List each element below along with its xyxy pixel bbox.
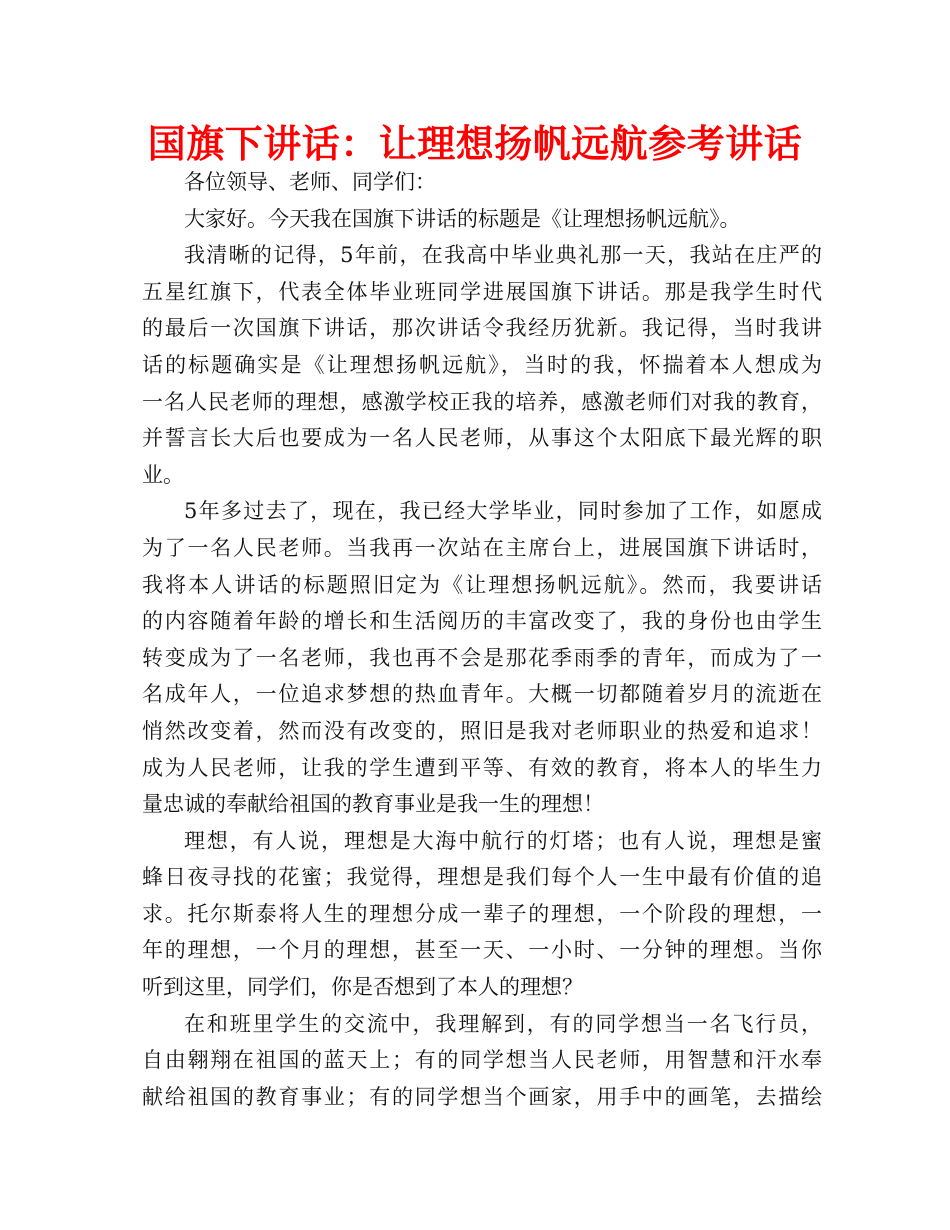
greeting-line: 大家好。今天我在国旗下讲话的标题是《让理想扬帆远航》。 [184, 206, 741, 231]
paragraph-line: 献给祖国的教育事业；有的同学想当个画家，用手中的画笔，去描绘 [142, 1084, 822, 1109]
paragraph-line: 五星红旗下，代表全体毕业班同学进展国旗下讲话。那是我学生时代 [142, 279, 822, 304]
paragraph-line: 年的理想，一个月的理想，甚至一天、一小时、一分钟的理想。当你 [142, 938, 822, 963]
paragraph-line: 量忠诚的奉献给祖国的教育事业是我一生的理想！ [142, 792, 604, 817]
document-body [142, 164, 822, 1115]
paragraph-line: 自由翱翔在祖国的蓝天上；有的同学想当人民老师，用智慧和汗水奉 [142, 1048, 822, 1073]
paragraph-line: 在和班里学生的交流中，我理解到，有的同学想当一名飞行员， [184, 1011, 822, 1036]
paragraph-line: 为了一名人民老师。当我再一次站在主席台上，进展国旗下讲话时， [142, 535, 822, 560]
paragraph-line: 蜂日夜寻找的花蜜；我觉得，理想是我们每个人一生中最有价值的追 [142, 865, 822, 890]
paragraph-line: 成为人民老师，让我的学生遭到平等、有效的教育，将本人的毕生力 [142, 755, 822, 780]
paragraph-line: 的最后一次国旗下讲话，那次讲话令我经历犹新。我记得，当时我讲 [142, 316, 822, 341]
salutation-line: 各位领导、老师、同学们： [184, 170, 436, 194]
paragraph-line: 悄然改变着，然而没有改变的，照旧是我对老师职业的热爱和追求！ [142, 718, 822, 743]
paragraph-line: 求。托尔斯泰将人生的理想分成一辈子的理想，一个阶段的理想，一 [142, 901, 822, 926]
paragraph-line: 业。 [142, 462, 184, 487]
document-title: 国旗下讲话：让理想扬帆远航参考讲话 [147, 122, 803, 166]
paragraph-line: 话的标题确实是《让理想扬帆远航》，当时的我，怀揣着本人想成为 [142, 352, 822, 377]
paragraph-line: 5年多过去了，现在，我已经大学毕业，同时参加了工作，如愿成 [184, 499, 822, 524]
paragraph-line: 听到这里，同学们，你是否想到了本人的理想？ [142, 975, 583, 1000]
paragraph-line: 我将本人讲话的标题照旧定为《让理想扬帆远航》。然而，我要讲话 [142, 572, 822, 597]
paragraph-line: 我清晰的记得，5年前，在我高中毕业典礼那一天，我站在庄严的 [184, 243, 822, 268]
paragraph-line: 转变成为了一名老师，我也再不会是那花季雨季的青年，而成为了一 [142, 645, 822, 670]
paragraph-line: 理想，有人说，理想是大海中航行的灯塔；也有人说，理想是蜜 [184, 828, 822, 853]
paragraph-line: 一名人民老师的理想，感激学校正我的培养，感激老师们对我的教育， [142, 389, 822, 414]
paragraph-line: 名成年人，一位追求梦想的热血青年。大概一切都随着岁月的流逝在 [142, 682, 822, 707]
paragraph-line: 并誓言长大后也要成为一名人民老师，从事这个太阳底下最光辉的职 [142, 426, 822, 451]
paragraph-line: 的内容随着年龄的增长和生活阅历的丰富改变了，我的身份也由学生 [142, 609, 822, 634]
